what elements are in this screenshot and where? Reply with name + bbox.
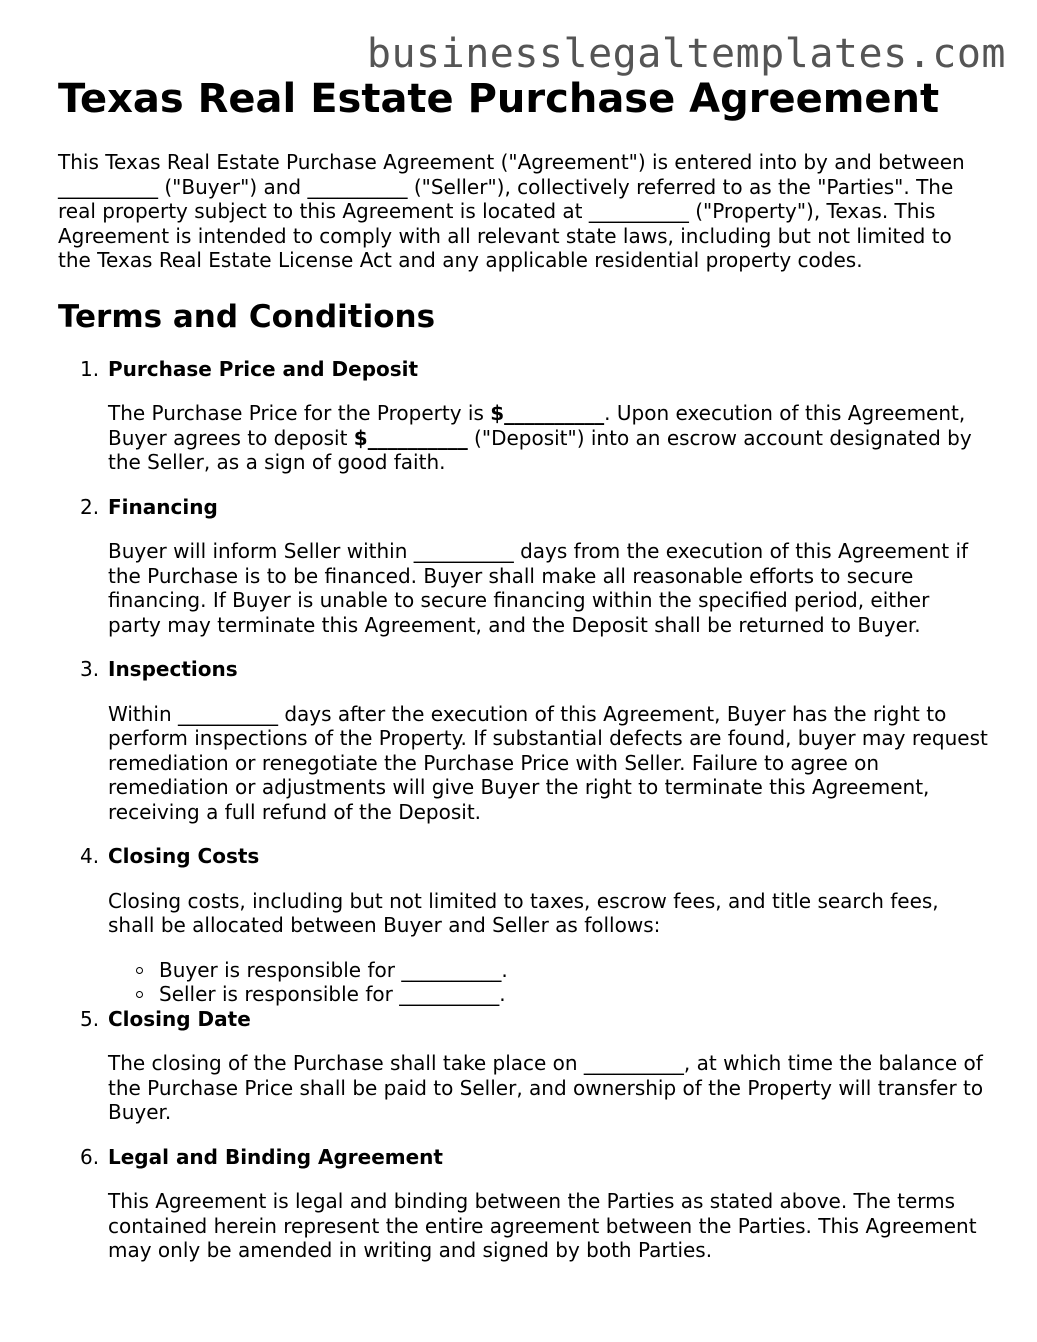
section-number: 3. <box>80 657 100 681</box>
section-title: Inspections <box>108 657 238 681</box>
section-number: 5. <box>80 1006 100 1031</box>
section-closing-date <box>80 1006 988 1125</box>
section-number: 2. <box>80 494 100 519</box>
section-body: Within __________ days after the execution of this Agreement, Buyer has the right to perform inspections of the Property. If substantial defects are found, buyer may request remediation or renegotiate the Purchase Price with Seller. Failure to agree on remediation or adjustments will give Buyer the right to terminate this Agreement, receiving a full refund of the Deposit. <box>108 701 988 824</box>
document-title: Texas Real Estate Purchase Agreement <box>58 76 940 122</box>
list-item-text: Buyer is responsible for __________. <box>159 957 508 982</box>
section-title: Closing Costs <box>108 844 260 868</box>
section-number: 6. <box>80 1144 100 1169</box>
section-body: This Agreement is legal and binding between the Parties as stated above. The terms contained herein represent the entire agreement between the Parties. This Agreement may only be amended in writing and signed by both Parties. <box>108 1189 977 1262</box>
body-text: The Purchase Price for the Property is <box>108 401 491 425</box>
section-body: Closing costs, including but not limited to taxes, escrow fees, and title search fees, shall be allocated between Buyer and Seller as follows: <box>108 888 939 937</box>
deposit-blank: $__________ <box>353 425 468 450</box>
document-body <box>58 74 988 1283</box>
site-watermark: businesslegaltemplates.com <box>366 31 1006 77</box>
section-number: 4. <box>80 844 100 868</box>
list-item <box>159 982 988 1007</box>
section-body: Buyer will inform Seller within __________ days from the execution of this Agreement if the Purchase is to be financed. Buyer shall make all reasonable efforts to secure financing. If Buyer is unable to secure financing within the specified period, either party may terminate this Agreement, and the Deposit shall be returned to Buyer. <box>108 539 969 637</box>
section-financing <box>80 494 988 638</box>
section-title: Closing Date <box>108 1006 251 1031</box>
list-item <box>159 958 988 983</box>
body-text: . Upon execution of this Agreement, Buyer agrees to deposit <box>108 401 966 450</box>
section-title: Financing <box>108 494 218 519</box>
purchase-price-blank: $__________ <box>490 401 605 425</box>
body-text: ("Deposit") into an escrow account designated by the Seller, as a sign of good faith. <box>108 425 972 474</box>
intro-paragraph: This Texas Real Estate Purchase Agreement ("Agreement") is entered into by and between __________ ("Buyer") and __________ ("Seller"), collectively referred to as the "Parties". The real property subject to this Agreement is located at __________ ("Property"), Texas. This Agreement is intended to comply with all relevant state laws, including but not limited to the Texas Real Estate License Act and any applicable residential property codes. <box>58 150 965 272</box>
section-legal-binding <box>80 1144 988 1263</box>
terms-list <box>58 357 988 1263</box>
section-number: 1. <box>80 356 100 381</box>
section-body: The closing of the Purchase shall take place on __________, at which time the balance of the Purchase Price shall be paid to Seller, and ownership of the Property will transfer to Buyer. <box>108 1051 984 1124</box>
section-title: Legal and Binding Agreement <box>108 1144 443 1169</box>
section-heading: Terms and Conditions <box>58 298 436 335</box>
section-inspections <box>80 657 988 824</box>
section-title: Purchase Price and Deposit <box>108 356 419 381</box>
cost-allocation-list <box>108 958 988 1007</box>
section-purchase-price <box>80 356 988 475</box>
list-item-text: Seller is responsible for __________. <box>159 982 506 1006</box>
section-closing-costs <box>80 844 988 1007</box>
bullet-circle-icon <box>136 991 143 998</box>
bullet-circle-icon <box>136 967 143 974</box>
section-body <box>108 401 988 475</box>
